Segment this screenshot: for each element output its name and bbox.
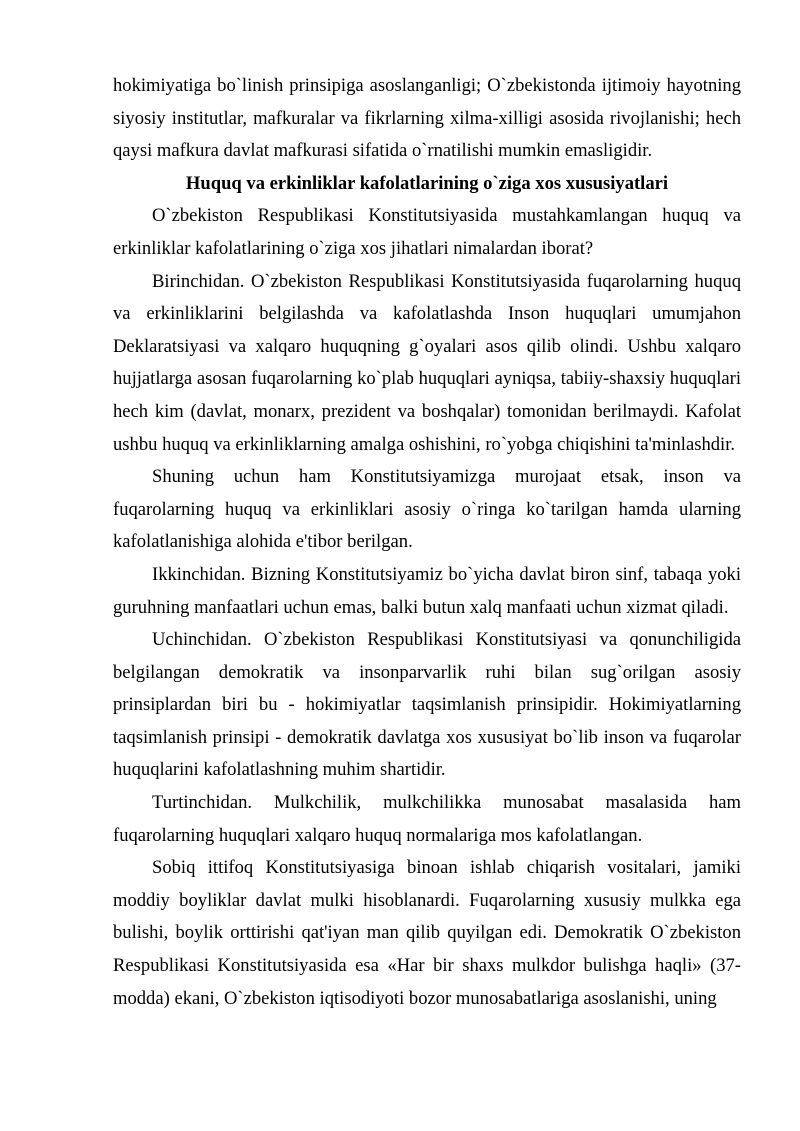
paragraph-constitution-appeal: Shuning uchun ham Konstitutsiyamizga murojaat etsak, inson va fuqarolarning huquq va erkinliklari asosiy o`ringa ko`tarilgan hamda ularning kafolatlanishiga alohida e'tibor berilgan. <box>113 466 741 553</box>
section-heading: Huquq va erkinliklar kafolatlarining o`ziga xos xususiyatlari <box>185 172 669 194</box>
paragraph-fourth: Turtinchidan. Mulkchilik, mulkchilikka munosabat masalasida ham fuqarolarning huquqlari xalqaro huquq normalariga mos kafolatlangan. <box>113 792 741 846</box>
paragraph-first: Birinchidan. O`zbekiston Respublikasi Konstitutsiyasida fuqarolarning huquq va erkinliklarini belgilashda va kafolatlashda Inson huquqlari umumjahon Deklaratsiyasi va xalqaro huquqning g`oyalari asos qilib olindi. Ushbu xalqaro hujjatlarga asosan fuqarolarning ko`plab huquqlari ayniqsa, tabiiy-shaxsiy huquqlari hech kim (davlat, monarx, prezident va boshqalar) tomonidan berilmaydi. Kafolat ushbu huquq va erkinliklarning amalga oshishini, ro`yobga chiqishini ta'minlashdir. <box>113 270 741 455</box>
paragraph-continuation: hokimiyatiga bo`linish prinsipiga asoslanganligi; O`zbekistonda ijtimoiy hayotning siyosiy institutlar, mafkuralar va fikrlarning xilma-xilligi asosida rivojlanishi; hech qaysi mafkura davlat mafkurasi sifatida o`rnatilishi mumkin emasligidir. <box>113 75 741 162</box>
paragraph-question: O`zbekiston Respublikasi Konstitutsiyasida mustahkamlangan huquq va erkinliklar kafolatlarining o`ziga xos jihatlari nimalardan iborat? <box>113 205 741 259</box>
paragraph-soviet-constitution: Sobiq ittifoq Konstitutsiyasiga binoan ishlab chiqarish vositalari, jamiki moddiy boyliklar davlat mulki hisoblanardi. Fuqarolarning xususiy mulkka ega bulishi, boylik orttirishi qat'iyan man qilib quyilgan edi. Demokratik O`zbekiston Respublikasi Konstitutsiyasida esa «Har bir shaxs mulkdor bulishga haqli» (37-modda) ekani, O`zbekiston iqtisodiyoti bozor munosabatlariga asoslanishi, uning <box>113 857 741 1009</box>
paragraph-third: Uchinchidan. O`zbekiston Respublikasi Konstitutsiyasi va qonunchiligida belgilangan demokratik va insonparvarlik ruhi bilan sug`orilgan asosiy prinsiplardan biri bu - hokimiyatlar taqsimlanish prinsipidir. Hokimiyatlarning taqsimlanish prinsipi - demokratik davlatga xos xususiyat bo`lib inson va fuqarolar huquqlarini kafolatlashning muhim shartidir. <box>113 629 741 781</box>
document-page <box>113 70 741 1015</box>
paragraph-second: Ikkinchidan. Bizning Konstitutsiyamiz bo`yicha davlat biron sinf, tabaqa yoki guruhning manfaatlari uchun emas, balki butun xalq manfaati uchun xizmat qiladi. <box>113 563 741 618</box>
